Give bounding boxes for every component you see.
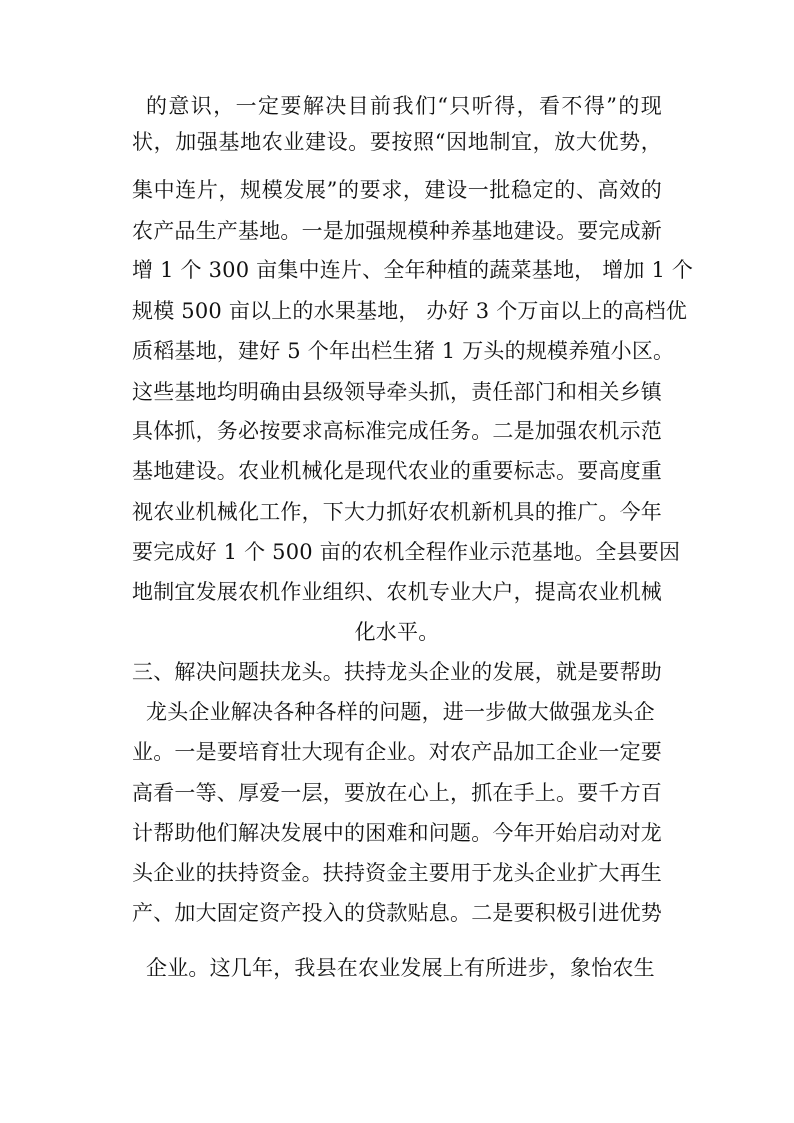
text-line: 头企业的扶持资金。扶持资金主要用于龙头企业扩大再生	[132, 861, 662, 885]
text-line: 具体抓，务必按要求高标准完成任务。二是加强农机示范	[132, 419, 662, 443]
text-line: 要完成好 1 个 500 亩的农机全程作业示范基地。全县要因	[132, 540, 681, 564]
text-line: 三、解决问题扶龙头。扶持龙头企业的发展，就是要帮助	[132, 660, 662, 684]
text-line: 计帮助他们解决发展中的困难和问题。今年开始启动对龙	[132, 821, 662, 845]
text-line: 状，加强基地农业建设。要按照“因地制宜，放大优势，	[132, 130, 662, 154]
text-line: 质稻基地，建好 5 个年出栏生猪 1 万头的规模养殖小区。	[132, 339, 675, 363]
text-line: 地制宜发展农机作业组织、农机专业大户，提高农业机械	[132, 580, 662, 604]
text-line: 龙头企业解决各种各样的问题，进一步做大做强龙头企	[146, 700, 655, 724]
text-line: 产、加大固定资产投入的贷款贴息。二是要积极引进优势	[132, 901, 662, 925]
text-line: 高看一等、厚爱一层，要放在心上，抓在手上。要千方百	[132, 781, 662, 805]
text-line: 基地建设。农业机械化是现代农业的重要标志。要高度重	[132, 459, 662, 483]
text-line: 业。一是要培育壮大现有企业。对农产品加工企业一定要	[132, 740, 662, 764]
text-line: 农产品生产基地。一是加强规模种养基地建设。要完成新	[132, 219, 662, 243]
text-line: 视农业机械化工作，下大力抓好农机新机具的推广。今年	[132, 500, 662, 524]
text-line: 企业。这几年，我县在农业发展上有所进步，象怡农生	[146, 956, 655, 980]
text-line: 增 1 个 300 亩集中连片、全年种植的蔬菜基地， 增加 1 个	[132, 258, 694, 282]
text-line: 规模 500 亩以上的水果基地， 办好 3 个万亩以上的高档优	[132, 299, 688, 323]
text-line: 集中连片，规模发展”的要求，建设一批稳定的、高效的	[132, 178, 662, 202]
text-line: 这些基地均明确由县级领导牵头抓，责任部门和相关乡镇	[132, 380, 662, 404]
text-line: 的意识，一定要解决目前我们“只听得，看不得”的现	[146, 94, 662, 118]
text-line: 化水平。	[354, 620, 440, 644]
